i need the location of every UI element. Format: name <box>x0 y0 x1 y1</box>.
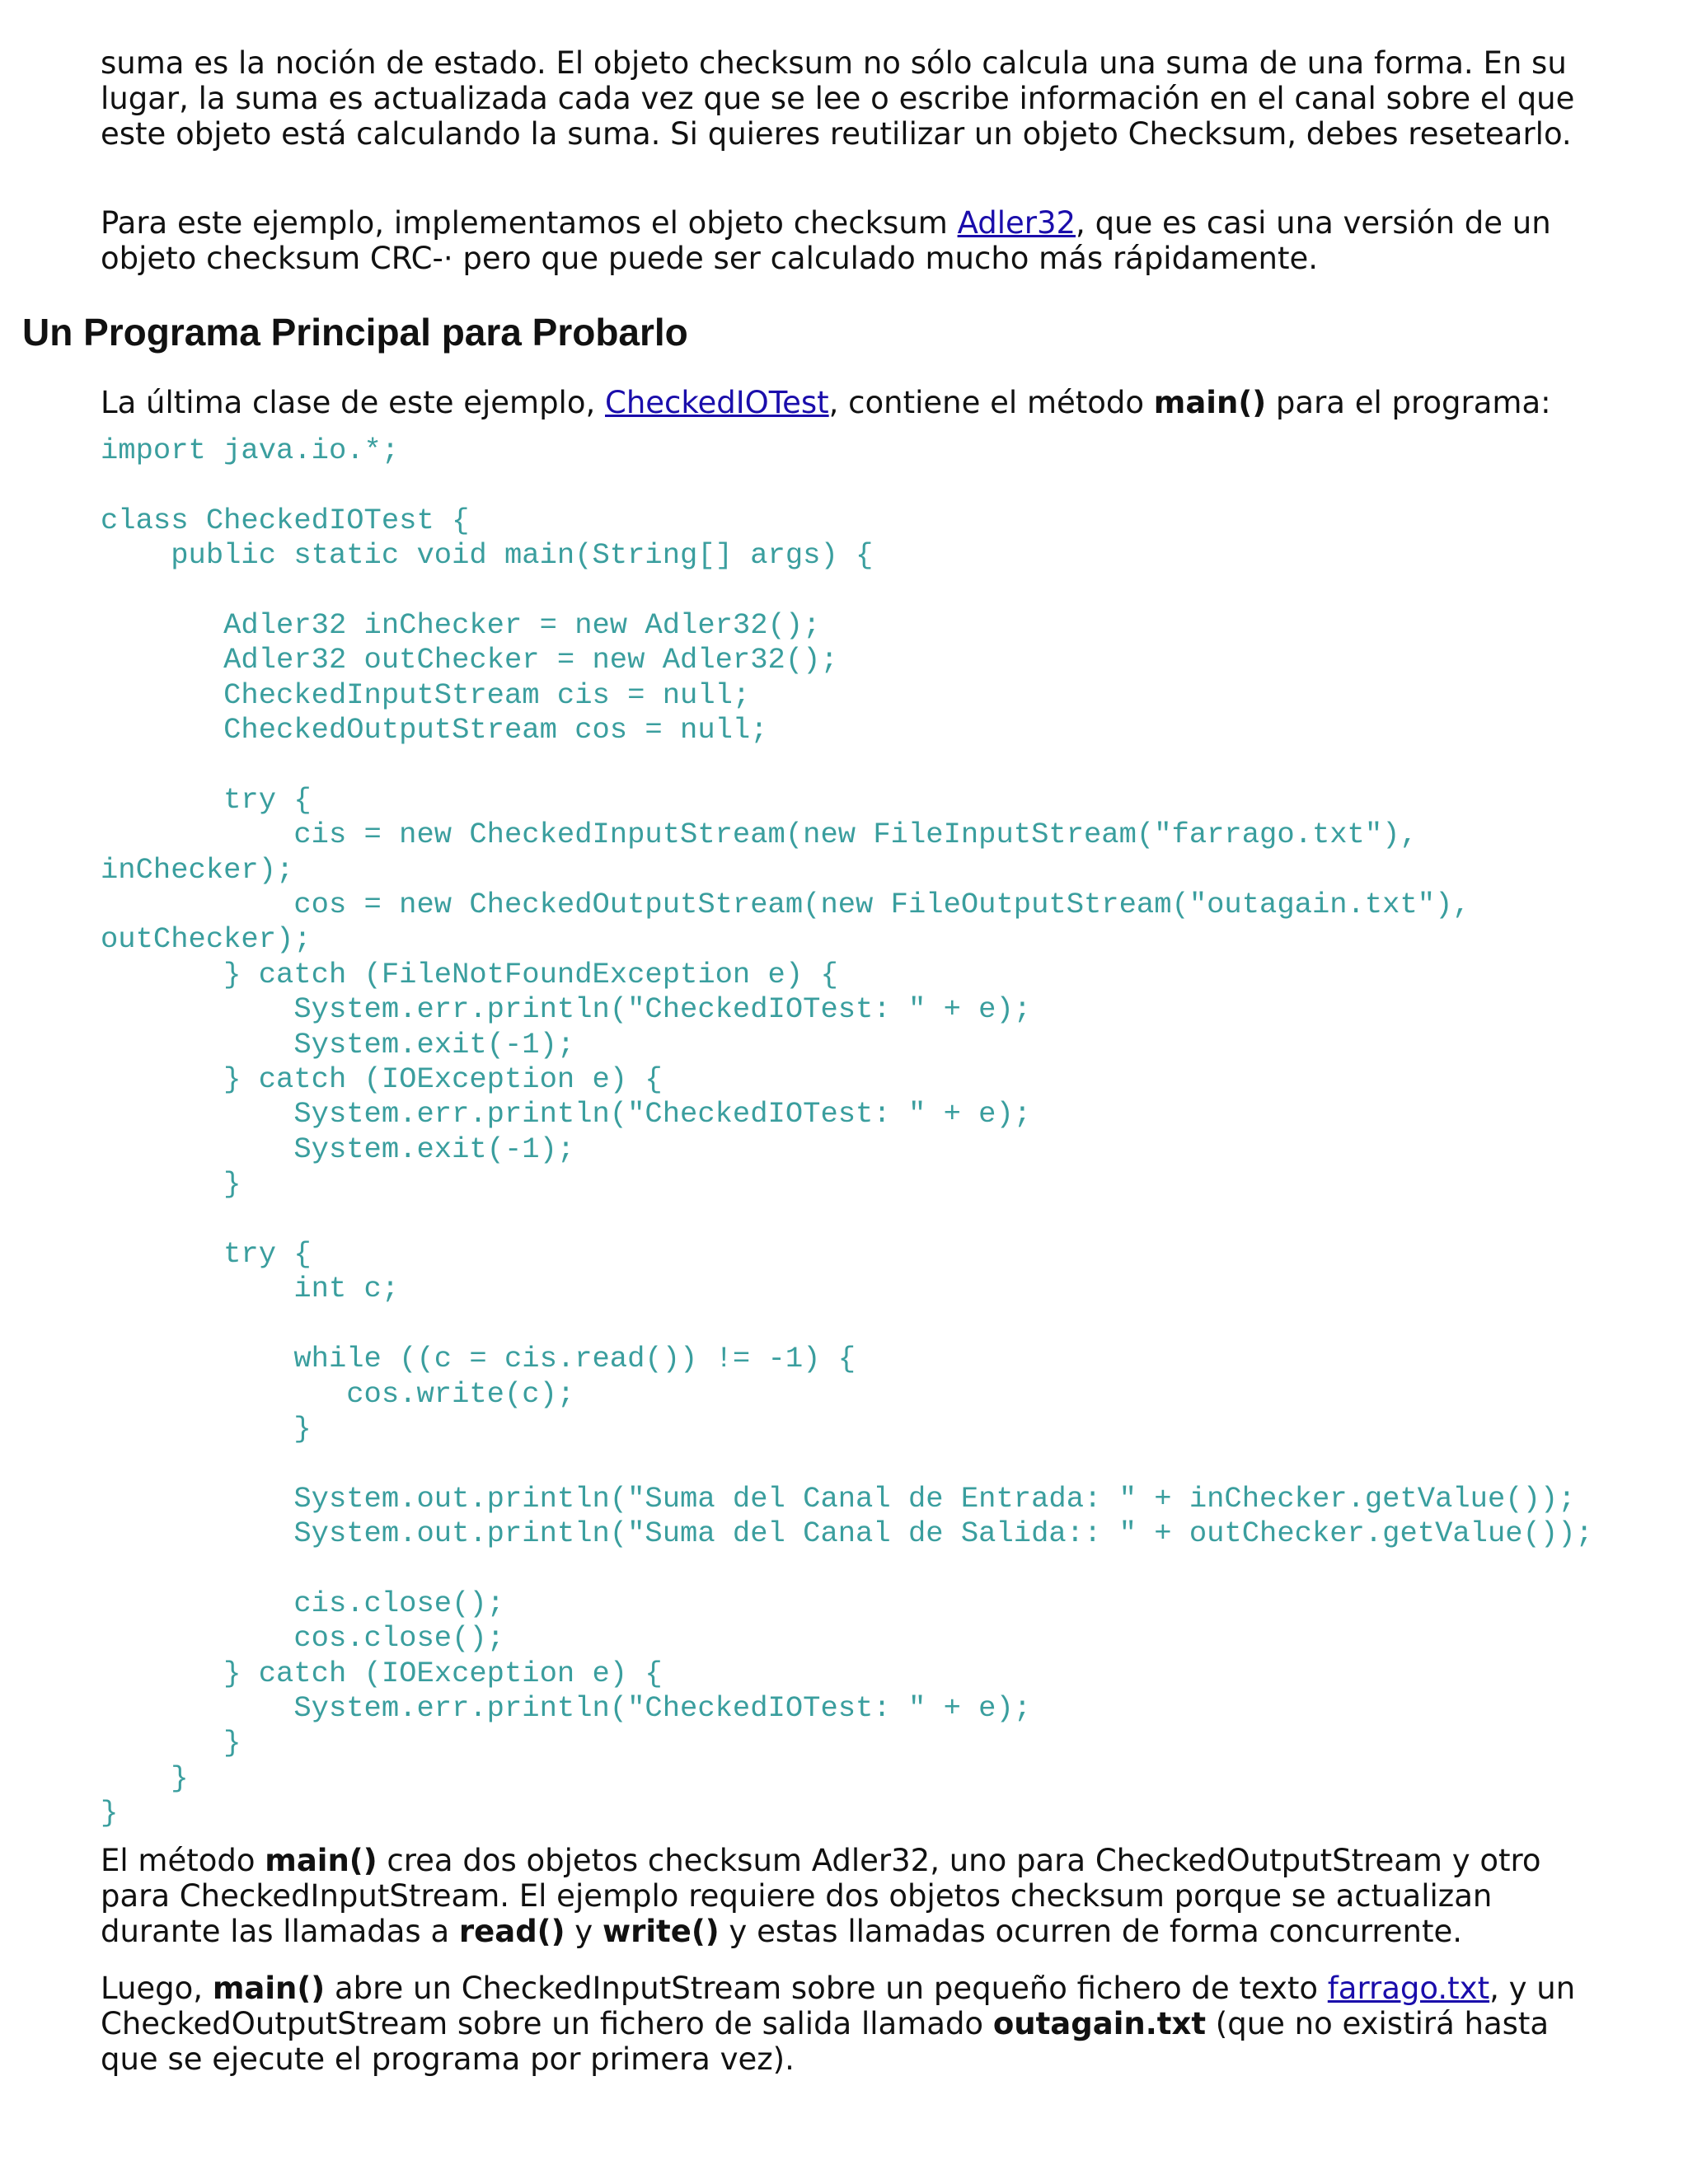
code-line: } catch (FileNotFoundException e) { <box>101 957 838 991</box>
code-line: cos = new CheckedOutputStream(new FileOutputStream("outagain.txt"), <box>101 888 1470 922</box>
outro-paragraph-1 <box>101 1843 1601 1949</box>
code-line: int c; <box>101 1272 400 1306</box>
paragraph-text: crea dos objetos checksum Adler32, uno para CheckedOutputStream y otro para CheckedInputStream. El ejemplo requiere dos objetos checksum porque se actualizan durante las llamadas a <box>101 1843 1541 1949</box>
code-line: } <box>101 1760 189 1795</box>
main-method-name: main() <box>212 1971 326 2006</box>
code-line: System.err.println("CheckedIOTest: " + e); <box>101 1097 1032 1132</box>
code-line: Adler32 outChecker = new Adler32(); <box>101 643 838 677</box>
code-line: cos.close(); <box>101 1621 504 1656</box>
code-line: cis.close(); <box>101 1586 504 1620</box>
paragraph-text: Para este ejemplo, implementamos el objeto checksum <box>101 205 958 241</box>
paragraph-text: El método <box>101 1843 265 1878</box>
code-line: } <box>101 1167 241 1202</box>
write-method-name: write() <box>602 1914 720 1949</box>
code-line: import java.io.*; <box>101 434 400 467</box>
code-line: } catch (IOException e) { <box>101 1656 663 1690</box>
read-method-name: read() <box>458 1914 565 1949</box>
code-line: System.err.println("CheckedIOTest: " + e); <box>101 1691 1032 1726</box>
paragraph-text: La última clase de este ejemplo, <box>101 385 605 420</box>
main-method-name: main() <box>1153 385 1267 420</box>
outro-paragraph-2 <box>101 1971 1601 2077</box>
code-line: System.out.println("Suma del Canal de Entrada: " + inChecker.getValue()); <box>101 1481 1576 1516</box>
code-line <box>101 1552 1667 1586</box>
code-line: cis = new CheckedInputStream(new FileInputStream("farrago.txt"), <box>101 818 1418 852</box>
code-line <box>101 1307 1667 1342</box>
code-line: } <box>101 1726 241 1760</box>
code-line: outChecker); <box>101 922 312 957</box>
code-line: System.err.println("CheckedIOTest: " + e); <box>101 992 1032 1027</box>
code-line <box>101 574 1667 608</box>
section-heading: Un Programa Principal para Probarlo <box>22 311 688 354</box>
main-method-name: main() <box>265 1843 377 1878</box>
code-line: public static void main(String[] args) { <box>101 538 874 573</box>
code-line: System.exit(-1); <box>101 1027 575 1062</box>
code-line: System.out.println("Suma del Canal de Salida:: " + outChecker.getValue()); <box>101 1516 1593 1551</box>
section-intro-paragraph <box>101 385 1601 420</box>
code-line: } <box>101 1411 312 1446</box>
code-line: try { <box>101 782 312 817</box>
code-line: cos.write(c); <box>101 1376 575 1411</box>
paragraph-text: , que es casi una versión de un objeto checksum CRC-· pero que puede ser calculado mucho más rápidamente. <box>101 205 1551 276</box>
adler32-link[interactable]: Adler32 <box>957 205 1076 241</box>
code-line <box>101 748 1667 783</box>
code-line: System.exit(-1); <box>101 1132 575 1166</box>
code-line: } catch (IOException e) { <box>101 1062 663 1097</box>
outagain-filename: outagain.txt <box>992 2006 1207 2041</box>
paragraph-text: , contiene el método <box>828 385 1154 420</box>
code-line: inChecker); <box>101 852 294 887</box>
intro-paragraph-1: suma es la noción de estado. El objeto checksum no sólo calcula una suma de una forma. En su lugar, la suma es actualizada cada vez que se lee o escribe información en el canal sobre el que este objeto está calculando la suma. Si quieres reutilizar un objeto Checksum, debes resetearlo. <box>101 45 1575 152</box>
code-line: CheckedOutputStream cos = null; <box>101 713 768 748</box>
paragraph-text: y <box>565 1914 603 1949</box>
intro-paragraph-2 <box>101 205 1601 276</box>
code-line <box>101 468 1667 503</box>
paragraph-text: y estas llamadas ocurren de forma concurrente. <box>719 1914 1462 1949</box>
farrago-link[interactable]: farrago.txt <box>1327 1971 1490 2006</box>
paragraph-text: abre un CheckedInputStream sobre un pequeño fichero de texto <box>325 1971 1328 2006</box>
code-line <box>101 1446 1667 1481</box>
code-line: while ((c = cis.read()) != -1) { <box>101 1342 856 1376</box>
checkediotest-link[interactable]: CheckedIOTest <box>605 385 829 420</box>
paragraph-text: , y un CheckedOutputStream sobre un fichero de salida llamado <box>101 1971 1576 2041</box>
paragraph-text: para el programa: <box>1266 385 1551 420</box>
paragraph-text: Luego, <box>101 1971 213 2006</box>
code-line: Adler32 inChecker = new Adler32(); <box>101 607 821 642</box>
paragraph-text: (que no existirá hasta que se ejecute el programa por primera vez). <box>101 2006 1550 2077</box>
code-line: try { <box>101 1236 312 1271</box>
code-line: class CheckedIOTest { <box>101 503 470 537</box>
code-line: CheckedInputStream cis = null; <box>101 677 751 712</box>
code-block <box>101 434 1667 1831</box>
code-line: } <box>101 1796 119 1830</box>
code-line <box>101 1202 1667 1237</box>
